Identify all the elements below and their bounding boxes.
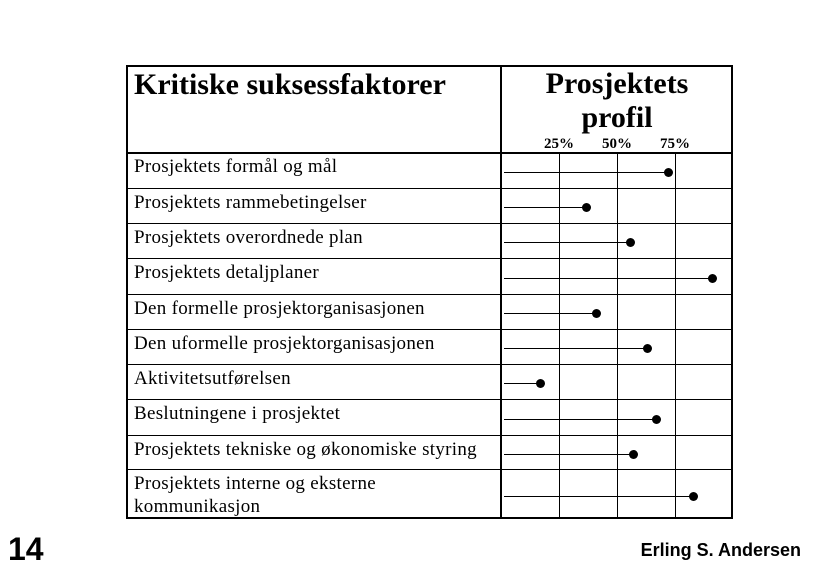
profile-bar-10	[504, 496, 694, 497]
factor-label-1: Prosjektets formål og mål	[134, 156, 338, 177]
factor-row-2	[126, 189, 733, 224]
factor-row-8	[126, 400, 733, 436]
profile-marker-1	[664, 168, 673, 177]
factor-label-8: Beslutningene i prosjektet	[134, 403, 341, 424]
factor-row-7	[126, 365, 733, 400]
factors-column-header: Kritiske suksessfaktorer	[134, 68, 446, 101]
factor-label-10: Prosjektets interne og eksterne kommunikasjon	[134, 473, 376, 517]
profile-bar-8	[504, 419, 656, 420]
factor-row-3	[126, 224, 733, 259]
profile-bar-6	[504, 348, 647, 349]
tick-label-3: 75%	[660, 136, 690, 152]
factor-label-2: Prosjektets rammebetingelser	[134, 192, 367, 213]
factor-label-3: Prosjektets overordnede plan	[134, 227, 363, 248]
profile-marker-7	[536, 379, 545, 388]
factor-row-4	[126, 259, 733, 295]
factor-label-5: Den formelle prosjektorganisasjonen	[134, 298, 425, 319]
factor-row-9	[126, 436, 733, 470]
page-number: 14	[8, 531, 44, 567]
factor-row-10	[126, 470, 733, 519]
profile-marker-2	[582, 203, 591, 212]
factor-label-6: Den uformelle prosjektorganisasjonen	[134, 333, 435, 354]
profile-column-header: Prosjektets profil	[545, 67, 689, 134]
profile-marker-8	[652, 415, 661, 424]
profile-bar-7	[504, 383, 540, 384]
profile-bar-9	[504, 454, 633, 455]
profile-bar-4	[504, 278, 712, 279]
factor-row-6	[126, 330, 733, 365]
profile-marker-4	[708, 274, 717, 283]
profile-marker-3	[626, 238, 635, 247]
profile-marker-9	[629, 450, 638, 459]
factor-row-1	[126, 153, 733, 189]
profile-bar-1	[504, 172, 668, 173]
profile-marker-10	[689, 492, 698, 501]
tick-label-1: 25%	[544, 136, 574, 152]
profile-marker-6	[643, 344, 652, 353]
factor-label-9: Prosjektets tekniske og økonomiske styring	[134, 439, 477, 460]
factor-label-4: Prosjektets detaljplaner	[134, 262, 320, 283]
profile-bar-2	[504, 207, 587, 208]
profile-bar-3	[504, 242, 631, 243]
factor-label-7: Aktivitetsutførelsen	[134, 368, 291, 389]
author-footer: Erling S. Andersen	[640, 540, 801, 560]
tick-label-2: 50%	[602, 136, 632, 152]
profile-bar-5	[504, 313, 596, 314]
profile-marker-5	[592, 309, 601, 318]
factor-row-5	[126, 295, 733, 330]
